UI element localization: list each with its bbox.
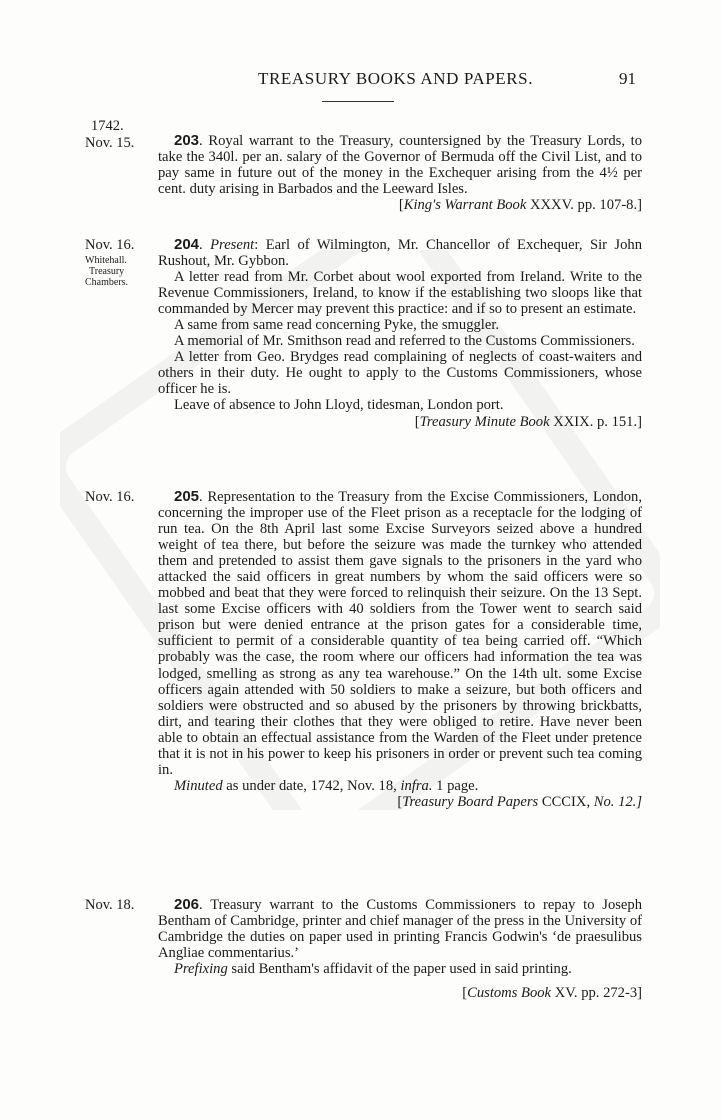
minute-paragraph: A memorial of Mr. Smithson read and referred to the Customs Commissioners. — [174, 333, 635, 350]
entry-date: Nov. 16. — [85, 489, 135, 505]
prefixing-note: Prefixing said Bentham's affidavit of the paper used in said printing. — [174, 961, 572, 978]
present-label: Present — [210, 237, 255, 253]
entry-date: Nov. 16. — [85, 237, 135, 253]
entry-body: 204. Present: Earl of Wilmington, Mr. Chancellor of Exchequer, Sir John Rushout, Mr. Gybbon. A letter read from Mr. Corbet about wool exported from Ireland. Write to the Revenue Commissioners, Ireland, to know if the establishing two sloops like that commanded by Mercer may prevent this practice: and if so to present an estimate. A same from same read concerning Pyke, the smuggler. A memorial of Mr. Smithson read and referred to the Customs Commissioners. A letter from Geo. Brydges read complaining of neglects of coast-waiters and others in their duty. He ought to apply to the Customs Commissioners, whose officer he is. Leave of absence to John Lloyd, tidesman, London port. [Treasury Minute Book XXIX. p. 151.] — [158, 236, 643, 430]
entry-number: 206 — [174, 896, 200, 913]
entry-text: Royal warrant to the Treasury, countersigned by the Treasury Lords, to take the 340l. per an. salary of the Governor of Bermuda off the Civil List, and to pay same in future out of the money in the Exchequer arising from the 4½ per cent. duty arising in Barbados and the Leeward Isles. — [158, 133, 643, 198]
source-book: Treasury Minute Book — [419, 413, 550, 430]
source-reference: [Treasury Minute Book XXIX. p. 151.] — [414, 413, 642, 430]
running-head — [0, 62, 722, 92]
minute-paragraph: Leave of absence to John Lloyd, tidesman, London port. — [174, 397, 504, 414]
source-reference: [Treasury Board Papers CCCIX, No. 12.] — [397, 793, 642, 810]
page-number: 91 — [619, 69, 636, 88]
entry-date: Nov. 18. — [85, 897, 135, 913]
source-book: Treasury Board Papers — [402, 793, 539, 810]
entry-date: Nov. 15. — [85, 135, 135, 151]
entry-text: Representation to the Treasury from the Excise Commissioners, London, concerning the improper use of the Fleet prison as a receptacle for the lodging of run tea. On the 8th April last some Excise Surveyors seized above a hundred weight of tea there, but before the seizure was made the turnkey who attended them and pretended to assist them gave signals to the prisoners in the yard who attacked the said officers in great numbers by whom the said officers were so mobbed and beat that they were forced to relinquish their seizure. On the 13 Sept. last some Excise officers with 40 soldiers from the Tower went to search said prison but were denied entrance at the prison gates for a considerable time, sufficient to permit of a considerable quantity of tea being carried off. “Which probably was the case, the room where our officers had information the tea was lodged, smelling as strong as any tea warehouse.” On the 14th ult. some Excise officers again attended with 50 soldiers to make a seizure, but both officers and soldiers were obstructed and so abused by the prisoners by throwing brickbatts, dirt, and tearing their clothes that they were obliged to retire. Have never been able to obtain an effectual assistance from the Warden of the Fleet under pretence that it is not in his power to keep his prisoners in order or prevent such tea coming in. — [158, 489, 643, 778]
source-book: Customs Book — [467, 985, 552, 1002]
entry-number: 203 — [174, 132, 200, 149]
minuted-note: Minuted as under date, 1742, Nov. 18, infra. 1 page. — [174, 777, 479, 794]
entry-body: 205. Representation to the Treasury from the Excise Commissioners, London, concerning the improper use of the Fleet prison as a receptacle for the lodging of run tea. On the 8th April last some Excise Surveyors seized above a hundred weight of tea there, but before the seizure was made the turnkey who attended them and pretended to assist them gave signals to the prisoners in the yard who attacked the said officers in great numbers by whom the said officers were so mobbed and beat that they were forced to relinquish their seizure. On the 13 Sept. last some Excise officers with 40 soldiers from the Tower went to search said prison but were denied entrance at the prison gates for a considerable time, sufficient to permit of a considerable quantity of tea being carried off. “Which probably was the case, the room where our officers had information the tea was lodged, smelling as strong as any tea warehouse.” On the 14th ult. some Excise officers again attended with 50 soldiers to make a seizure, but both officers and soldiers were obstructed and so abused by the prisoners by throwing brickbatts, dirt, and tearing their clothes that they were obliged to retire. Have never been able to obtain an effectual assistance from the Warden of the Fleet under pretence that it is not in his power to keep his prisoners in order or prevent such tea coming in. Minuted as under date, 1742, Nov. 18, infra. 1 page. [Treasury Board Papers CCCIX, No. 12.] — [158, 488, 643, 810]
entry-text: Treasury warrant to the Customs Commissioners to repay to Joseph Bentham of Cambridge, printer and chief manager of the press in the University of Cambridge the duties on paper used in printing Francis Godwin's ‘de praesulibus Angliae commentarius.’ — [158, 897, 642, 962]
header-rule — [322, 101, 394, 102]
source-reference: [King's Warrant Book XXXV. pp. 107-8.] — [398, 197, 642, 214]
minute-paragraph: A same from same read concerning Pyke, the smuggler. — [174, 317, 500, 334]
entry-body: 203. Royal warrant to the Treasury, countersigned by the Treasury Lords, to take the 340l. per an. salary of the Governor of Bermuda off the Civil List, and to pay same in future out of the money in the Exchequer arising from the 4½ per cent. duty arising in Barbados and the Leeward Isles. [King's Warrant Book XXXV. pp. 107-8.] — [158, 132, 643, 214]
running-head-title: TREASURY BOOKS AND PAPERS. — [258, 69, 534, 88]
minute-paragraph: A letter from Geo. Brydges read complaining of neglects of coast-waiters and others in their duty. He ought to apply to the Customs Commissioners, whose officer he is. — [158, 349, 642, 398]
entry-body: 206. Treasury warrant to the Customs Commissioners to repay to Joseph Bentham of Cambridge, printer and chief manager of the press in the University of Cambridge the duties on paper used in printing Francis Godwin's ‘de praesulibus Angliae commentarius.’ Prefixing said Bentham's affidavit of the paper used in said printing. [Customs Book XV. pp. 272-3] — [158, 896, 642, 1002]
entry-year: 1742. — [91, 118, 124, 134]
entry-number: 205 — [174, 488, 200, 505]
entry-number: 204 — [174, 236, 200, 253]
entry-place: Whitehall. Treasury Chambers. — [85, 255, 129, 288]
minute-paragraph: A letter read from Mr. Corbet about wool exported from Ireland. Write to the Revenue Commissioners, Ireland, to know if the establishing two sloops like that commanded by Mercer may prevent this practice: and if so to present an estimate. — [158, 269, 642, 318]
entry-intro: : Earl of Wilmington, Mr. Chancellor of Exchequer, Sir John Rushout, Mr. Gybbon. — [158, 237, 643, 270]
source-book: King's Warrant Book — [403, 197, 527, 214]
source-reference: [Customs Book XV. pp. 272-3] — [462, 985, 642, 1002]
